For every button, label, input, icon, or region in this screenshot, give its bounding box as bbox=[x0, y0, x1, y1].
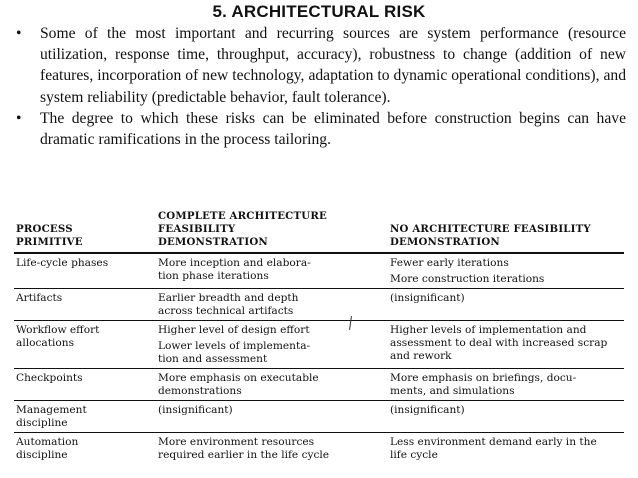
table-header-row bbox=[14, 210, 624, 253]
cell-line: Artifacts bbox=[16, 292, 63, 304]
cell-line: Checkpoints bbox=[16, 372, 83, 384]
cell-line: Management bbox=[16, 404, 87, 416]
bullet-item bbox=[14, 108, 626, 150]
cell-line: More environment resources bbox=[158, 436, 315, 448]
cell-line: Earlier breadth and depth bbox=[158, 292, 299, 304]
bullet-text: The degree to which these risks can be eliminated before construction begins can have dramatic ramifications in the process tailoring. bbox=[40, 109, 626, 149]
cell-line: Less environment demand early in the bbox=[390, 436, 597, 448]
cell-line: discipline bbox=[16, 449, 68, 461]
header-line: PROCESS bbox=[16, 223, 73, 235]
cell-line: demonstrations bbox=[158, 385, 242, 397]
cell-line: life cycle bbox=[390, 449, 438, 461]
cell-line: (insignificant) bbox=[390, 404, 465, 416]
bullet-text: Some of the most important and recurring sources are system performance (resource utilization, response time, throughput, accuracy), robustness to change (addition of new features, incorporation of new technology, adaptation to dynamic operational conditions), and system reliability (predictable behavior, fault tolerance). bbox=[40, 25, 626, 106]
cell-no-architecture bbox=[388, 401, 624, 433]
cell-no-architecture bbox=[388, 321, 624, 369]
cell-process-primitive bbox=[14, 289, 156, 321]
header-line: NO ARCHITECTURE FEASIBILITY bbox=[390, 223, 591, 235]
cell-line: tion phase iterations bbox=[158, 270, 269, 282]
header-line: COMPLETE ARCHITECTURE bbox=[158, 210, 327, 222]
table-row bbox=[14, 289, 624, 321]
cell-line: discipline bbox=[16, 417, 68, 429]
cell-process-primitive bbox=[14, 369, 156, 401]
cell-complete-architecture bbox=[156, 369, 388, 401]
cell-line: Automation bbox=[16, 436, 79, 448]
cell-process-primitive bbox=[14, 253, 156, 289]
cell-entry bbox=[158, 324, 386, 337]
cell-line: Life-cycle phases bbox=[16, 257, 109, 269]
header-line: DEMONSTRATION bbox=[158, 236, 268, 248]
cell-entry bbox=[158, 404, 386, 417]
bullet-dot-icon: • bbox=[16, 109, 22, 127]
cell-line: Higher levels of implementation and bbox=[390, 324, 587, 336]
cell-process-primitive bbox=[14, 401, 156, 433]
cell-process-primitive bbox=[14, 433, 156, 465]
cell-complete-architecture bbox=[156, 433, 388, 465]
slide-title: 5. ARCHITECTURAL RISK bbox=[212, 2, 426, 21]
cell-entry bbox=[390, 324, 622, 363]
header-no-architecture bbox=[388, 210, 624, 253]
bullet-item bbox=[14, 23, 626, 108]
cell-entry bbox=[390, 404, 622, 417]
cell-entry bbox=[390, 273, 622, 286]
cell-entry bbox=[390, 292, 622, 305]
cell-entry bbox=[158, 340, 386, 366]
cell-line: ments, and simulations bbox=[390, 385, 515, 397]
cell-line: Fewer early iterations bbox=[390, 257, 509, 269]
cell-line: More construction iterations bbox=[390, 273, 545, 285]
cell-line: Workflow effort bbox=[16, 324, 100, 336]
header-line: DEMONSTRATION bbox=[390, 236, 500, 248]
cell-entry bbox=[158, 372, 386, 398]
cell-line: Higher level of design effort bbox=[158, 324, 310, 336]
cell-line: tion and assessment bbox=[158, 353, 268, 365]
header-complete-architecture bbox=[156, 210, 388, 253]
cell-line: assessment to deal with increased scrap bbox=[390, 337, 608, 349]
cell-complete-architecture bbox=[156, 401, 388, 433]
cell-line: (insignificant) bbox=[390, 292, 465, 304]
cell-no-architecture bbox=[388, 369, 624, 401]
cell-entry bbox=[158, 292, 386, 318]
bullet-list bbox=[14, 23, 626, 150]
cell-entry bbox=[390, 257, 622, 270]
table-row bbox=[14, 253, 624, 289]
cell-line: (insignificant) bbox=[158, 404, 233, 416]
table-row bbox=[14, 321, 624, 369]
cell-no-architecture bbox=[388, 433, 624, 465]
cell-entry bbox=[158, 257, 386, 283]
cell-line: Lower levels of implementa- bbox=[158, 340, 311, 352]
cell-line: required earlier in the life cycle bbox=[158, 449, 330, 461]
cell-entry bbox=[390, 436, 622, 462]
table-body bbox=[14, 253, 624, 464]
cell-entry bbox=[158, 436, 386, 462]
cell-process-primitive bbox=[14, 321, 156, 369]
cell-line: allocations bbox=[16, 337, 75, 349]
cell-line: More emphasis on executable bbox=[158, 372, 319, 384]
table-row bbox=[14, 369, 624, 401]
cell-complete-architecture bbox=[156, 253, 388, 289]
cell-no-architecture bbox=[388, 253, 624, 289]
bullet-dot-icon: • bbox=[16, 25, 22, 42]
header-process-primitive bbox=[14, 210, 156, 253]
cell-line: More emphasis on briefings, docu- bbox=[390, 372, 577, 384]
cell-line: across technical artifacts bbox=[158, 305, 294, 317]
cell-complete-architecture bbox=[156, 321, 388, 369]
header-line: PRIMITIVE bbox=[16, 236, 83, 248]
cell-no-architecture bbox=[388, 289, 624, 321]
comparison-table bbox=[14, 210, 624, 464]
cell-line: and rework bbox=[390, 350, 452, 362]
cell-entry bbox=[390, 372, 622, 398]
comparison-table-wrap bbox=[14, 210, 624, 464]
table-row bbox=[14, 401, 624, 433]
header-line: FEASIBILITY bbox=[158, 223, 236, 235]
table-row bbox=[14, 433, 624, 465]
cell-complete-architecture bbox=[156, 289, 388, 321]
cell-line: More inception and elabora- bbox=[158, 257, 311, 269]
